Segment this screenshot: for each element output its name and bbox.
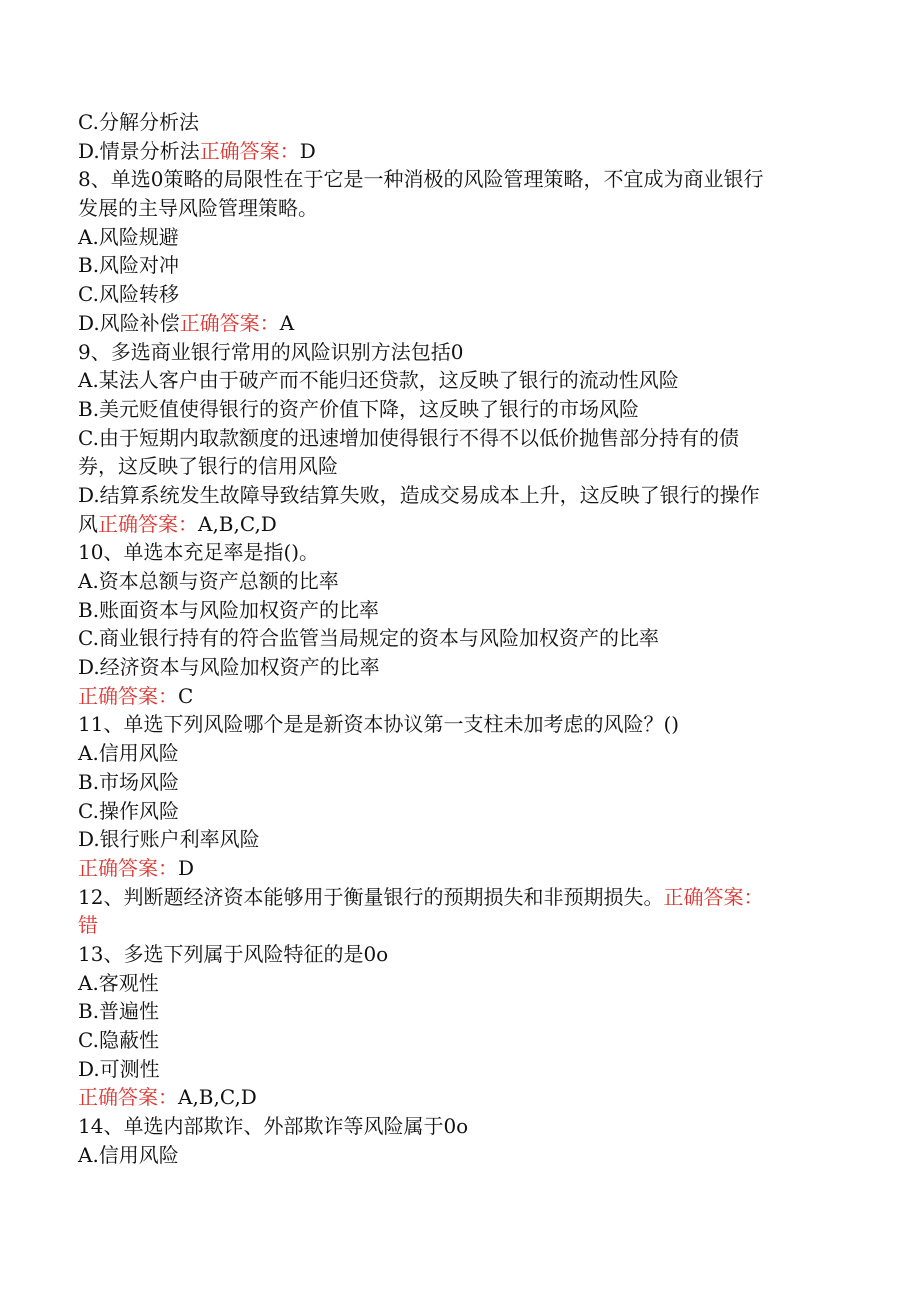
text-line bbox=[78, 510, 858, 539]
line-text: D.可测性 bbox=[78, 1056, 160, 1081]
line-text: A.某法人客户由于破产而不能归还贷款，这反映了银行的流动性风险 bbox=[78, 368, 679, 393]
line-text: 风 bbox=[78, 511, 98, 536]
answer-label: 错 bbox=[78, 913, 98, 938]
text-line bbox=[78, 710, 858, 739]
line-text: 10、单选本充足率是指()。 bbox=[78, 540, 320, 565]
text-line bbox=[78, 395, 858, 424]
line-text: B.普遍性 bbox=[78, 999, 160, 1024]
line-text: 券，这反映了银行的信用风险 bbox=[78, 454, 338, 479]
text-line bbox=[78, 825, 858, 854]
text-line bbox=[78, 1055, 858, 1084]
line-text: 9、多选商业银行常用的风险识别方法包括0 bbox=[78, 339, 464, 364]
text-line bbox=[78, 108, 858, 137]
text-line bbox=[78, 911, 858, 940]
text-line bbox=[78, 223, 858, 252]
text-line bbox=[78, 653, 858, 682]
line-text: A.信用风险 bbox=[78, 1142, 179, 1167]
line-text: A.资本总额与资产总额的比率 bbox=[78, 569, 339, 593]
line-text: C.风险转移 bbox=[78, 282, 179, 307]
line-text: C.操作风险 bbox=[78, 798, 179, 823]
text-line bbox=[78, 797, 858, 826]
text-line bbox=[78, 624, 858, 653]
line-text: B.账面资本与风险加权资产的比率 bbox=[78, 597, 380, 622]
text-line bbox=[78, 1026, 858, 1055]
line-text: A.风险规避 bbox=[78, 224, 179, 249]
text-line bbox=[78, 682, 858, 711]
text-line bbox=[78, 1112, 858, 1141]
answer-label: 正确答案： bbox=[179, 310, 280, 335]
text-line bbox=[78, 338, 858, 367]
answer-label: 正确答案： bbox=[78, 1085, 178, 1110]
text-line bbox=[78, 567, 858, 596]
text-line bbox=[78, 768, 858, 797]
line-text: B.市场风险 bbox=[78, 769, 180, 794]
text-line bbox=[78, 739, 858, 768]
line-text: 13、多选下列属于风险特征的是0o bbox=[78, 941, 389, 966]
text-line bbox=[78, 194, 858, 223]
text-line bbox=[78, 940, 858, 969]
line-text: B.风险对冲 bbox=[78, 253, 180, 278]
answer-value: D bbox=[178, 855, 195, 880]
text-line bbox=[78, 1141, 858, 1170]
answer-value: A bbox=[279, 310, 295, 335]
line-text: C.商业银行持有的符合监管当局规定的资本与风险加权资产的比率 bbox=[78, 626, 659, 651]
answer-value: A,B,C,D bbox=[198, 511, 277, 536]
line-text: D.风险补偿 bbox=[78, 310, 180, 335]
text-line bbox=[78, 481, 858, 510]
line-text: D.经济资本与风险加权资产的比率 bbox=[78, 655, 380, 680]
answer-value: C bbox=[178, 683, 194, 708]
text-line bbox=[78, 452, 858, 481]
line-text: 14、单选内部欺诈、外部欺诈等风险属于0o bbox=[78, 1114, 469, 1139]
line-text: A.客观性 bbox=[78, 970, 159, 995]
line-text: D.银行账户利率风险 bbox=[78, 827, 260, 852]
answer-value: D bbox=[299, 138, 316, 163]
text-line bbox=[78, 854, 858, 883]
line-text: B.美元贬值使得银行的资产价值下降，这反映了银行的市场风险 bbox=[78, 396, 640, 421]
line-text: 12、判断题经济资本能够用于衡量银行的预期损失和非预期损失。 bbox=[78, 884, 664, 909]
text-line bbox=[78, 883, 858, 912]
line-text: D.情景分析法 bbox=[78, 138, 200, 163]
answer-label: 正确答案： bbox=[663, 884, 764, 909]
line-text: 发展的主导风险管理策略。 bbox=[78, 196, 318, 221]
text-line bbox=[78, 165, 858, 194]
text-line bbox=[78, 137, 858, 166]
text-line bbox=[78, 1083, 858, 1112]
answer-label: 正确答案： bbox=[98, 511, 198, 536]
line-text: A.信用风险 bbox=[78, 741, 179, 766]
line-text: D.结算系统发生故障导致结算失败，造成交易成本上升，这反映了银行的操作 bbox=[78, 482, 760, 507]
line-text: 8、单选0策略的局限性在于它是一种消极的风险管理策略，不宜成为商业银行 bbox=[78, 167, 764, 192]
answer-value: A,B,C,D bbox=[178, 1085, 257, 1110]
text-line bbox=[78, 424, 858, 453]
line-text: C.分解分析法 bbox=[78, 110, 199, 134]
line-text: C.隐蔽性 bbox=[78, 1028, 159, 1052]
answer-label: 正确答案： bbox=[199, 138, 300, 163]
text-line bbox=[78, 280, 858, 309]
answer-label: 正确答案： bbox=[78, 855, 178, 880]
text-line bbox=[78, 538, 858, 567]
text-line bbox=[78, 366, 858, 395]
answer-label: 正确答案： bbox=[78, 683, 178, 708]
text-line bbox=[78, 997, 858, 1026]
line-text: C.由于短期内取款额度的迅速增加使得银行不得不以低价抛售部分持有的债 bbox=[78, 425, 739, 450]
line-text: 11、单选下列风险哪个是是新资本协议第一支柱未加考虑的风险？() bbox=[78, 712, 680, 737]
text-line bbox=[78, 969, 858, 998]
text-line bbox=[78, 309, 858, 338]
text-line bbox=[78, 596, 858, 625]
text-line bbox=[78, 251, 858, 280]
document-page bbox=[78, 108, 858, 1169]
